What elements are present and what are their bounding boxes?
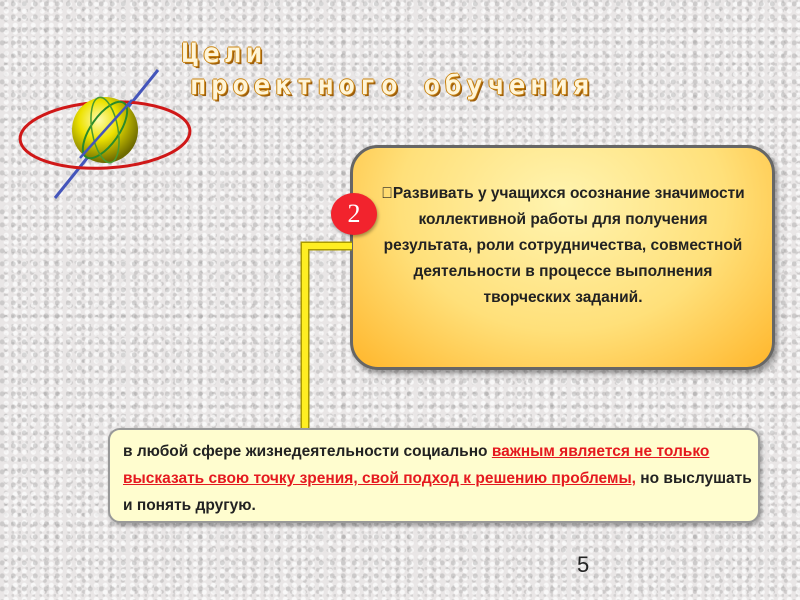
page-number: 5 [577,552,590,577]
note-text [123,438,753,519]
note-text-part-3: но выслушать и понять другую. [123,470,752,514]
step-number-badge: 2 [331,193,377,235]
title-line-2: проектного обучения [190,70,594,101]
goal-text: Развивать у учащихся осознание значимости коллективной работы для получения результата, роли сотрудничества, совместной деятельности в процессе выполнения творческих заданий. [383,185,743,306]
note-highlight-link[interactable]: важным является не только высказать свою точку зрения, свой подход к решению проблемы, [123,443,710,487]
note-text-part-1: в любой сфере жизнедеятельности социально [123,443,492,460]
title-line-1: Цели [182,38,268,69]
